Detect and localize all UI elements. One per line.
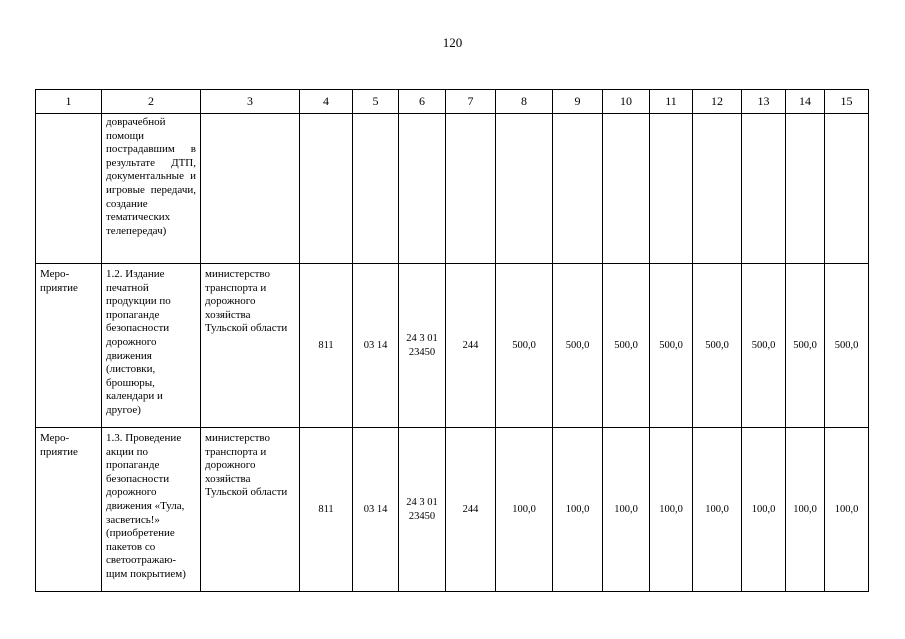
column-header: 7 [446,90,496,114]
column-number-row [36,90,869,114]
value-cell: 100,0 [742,428,786,592]
column-header: 6 [399,90,446,114]
column-header: 1 [36,90,102,114]
value-cell [553,114,603,264]
column-header: 11 [650,90,693,114]
row-type-cell [36,114,102,264]
value-cell: 100,0 [553,428,603,592]
code-cell [300,114,353,264]
row-type-cell: Меро-приятие [36,264,102,428]
value-cell: 500,0 [825,264,869,428]
value-cell [825,114,869,264]
column-header: 4 [300,90,353,114]
value-cell [742,114,786,264]
column-header: 3 [201,90,300,114]
value-cell [650,114,693,264]
code-cell: 24 3 01 23450 [399,428,446,592]
value-cell: 500,0 [603,264,650,428]
table-row [36,114,869,264]
column-header: 13 [742,90,786,114]
page-number: 120 [442,35,463,50]
code-cell: 03 14 [353,264,399,428]
value-cell: 100,0 [650,428,693,592]
code-cell [353,114,399,264]
value-cell: 100,0 [496,428,553,592]
value-cell: 500,0 [650,264,693,428]
value-cell [786,114,825,264]
value-cell: 500,0 [553,264,603,428]
value-cell [693,114,742,264]
value-cell: 500,0 [742,264,786,428]
code-cell: 244 [446,264,496,428]
code-cell [399,114,446,264]
value-cell: 100,0 [603,428,650,592]
code-cell: 811 [300,428,353,592]
value-cell: 500,0 [786,264,825,428]
column-header: 8 [496,90,553,114]
program-table [35,89,869,592]
column-header: 15 [825,90,869,114]
value-cell: 100,0 [786,428,825,592]
value-cell: 100,0 [693,428,742,592]
value-cell: 100,0 [825,428,869,592]
value-cell: 500,0 [496,264,553,428]
column-header: 5 [353,90,399,114]
row-responsible-cell: министерство транспорта и дорожного хозяйства Тульской области [201,428,300,592]
table-row [36,428,869,592]
column-header: 2 [102,90,201,114]
row-name-cell: 1.3. Проведение акции по пропаганде безопасности дорожного движения «Тула, засветись!» (приобретение пакетов со светоотражаю-щим покрытием) [102,428,201,592]
row-name-cell: доврачебной помощи пострадавшим в результате ДТП, документальные и игровые передачи, создание тематических телепередач) [102,114,201,264]
column-header: 9 [553,90,603,114]
row-name-cell: 1.2. Издание печатной продукции по пропаганде безопасности дорожного движения (листовки, брошюры, календари и другое) [102,264,201,428]
code-cell: 03 14 [353,428,399,592]
code-cell: 244 [446,428,496,592]
value-cell [496,114,553,264]
column-header: 10 [603,90,650,114]
column-header: 12 [693,90,742,114]
value-cell: 500,0 [693,264,742,428]
table-row [36,264,869,428]
column-header: 14 [786,90,825,114]
code-cell: 811 [300,264,353,428]
code-cell: 24 3 01 23450 [399,264,446,428]
code-cell [446,114,496,264]
row-type-cell: Меро-приятие [36,428,102,592]
value-cell [603,114,650,264]
row-responsible-cell [201,114,300,264]
row-responsible-cell: министерство транспорта и дорожного хозяйства Тульской области [201,264,300,428]
